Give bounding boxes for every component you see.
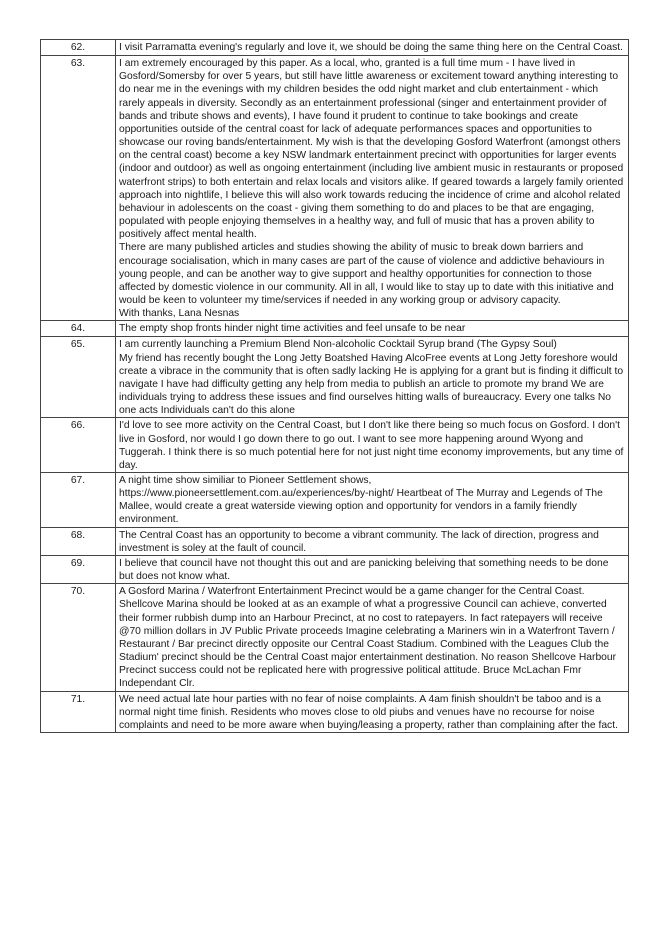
table-row	[41, 527, 629, 555]
submission-paragraph: The empty shop fronts hinder night time activities and feel unsafe to be near	[119, 323, 466, 335]
submissions-table-body	[41, 40, 629, 733]
submission-paragraph: A Gosford Marina / Waterfront Entertainment Precinct would be a game changer for the Central Coast. Shellcove Marina should be looked at as an example of what a progressive Council can achieve, converted their former rubbish dump into an Harbour Precinct, at no cost to ratepayers. In fact ratepayers will receive @70 million dollars in JV Public Private proceeds Imagine celebrating a Mariners win in a Waterfront Tavern / Restaurant / Bar precinct directly opposite our Central Coast Stadium. Combined with the Leagues Club the Stadium' precinct should be the Central Coast major entertainment destination. No reason Shellcove Harbour Precinct success could not be replicated here with progressive political attitude. Bruce McLachan Fmr Independant Clr.	[119, 586, 617, 690]
submission-paragraph: My friend has recently bought the Long Jetty Boatshed Having AlcoFree events at Long Jetty foreshore would create a vibrace in the community that is often sadly lacking He is applying for a grant but is finding it difficult to navigate I have had difficulty getting any help from media to publish an article to promote my brand We are individuals trying to address these issues and find ourselves hitting walls of bureaucracy. Every one talks No one acts Individuals can't do this alone	[119, 352, 624, 417]
submission-signature: With thanks, Lana Nesnas	[119, 308, 240, 320]
row-number: 68.	[41, 527, 116, 555]
submission-paragraph: I am currently launching a Premium Blend Non-alcoholic Cocktail Syrup brand (The Gypsy Soul)	[119, 339, 557, 351]
table-row	[41, 691, 629, 732]
submission-text	[116, 40, 629, 56]
submission-text	[116, 584, 629, 691]
submission-text	[116, 473, 629, 528]
row-number: 66.	[41, 418, 116, 473]
submission-text	[116, 691, 629, 732]
table-row	[41, 337, 629, 418]
submission-text	[116, 418, 629, 473]
row-number: 65.	[41, 337, 116, 418]
table-row	[41, 555, 629, 583]
submissions-table	[40, 39, 629, 733]
row-number: 69.	[41, 555, 116, 583]
table-row	[41, 56, 629, 321]
submission-text	[116, 337, 629, 418]
submission-paragraph: The Central Coast has an opportunity to become a vibrant community. The lack of direction, progress and investment is soley at the fault of council.	[119, 529, 599, 554]
submission-paragraph: We need actual late hour parties with no fear of noise complaints. A 4am finish shouldn't be taboo and is a normal night time finish. Residents who moves close to old piubs and venues have no recourse for noise complaints and need to be more aware when buying/leasing a property, rather than complaining after the fact.	[119, 693, 618, 731]
row-number: 62.	[41, 40, 116, 56]
row-number: 63.	[41, 56, 116, 321]
submission-text	[116, 527, 629, 555]
submission-paragraph: I'd love to see more activity on the Central Coast, but I don't like there being so much focus on Gosford. I don't live in Gosford, nor would I go down there to go out. I want to see more happening around Wyong and Tuggerah. I think there is so much potential here for not just night time economy improvements, but any time of day.	[119, 420, 624, 471]
table-row	[41, 473, 629, 528]
row-number: 67.	[41, 473, 116, 528]
row-number: 64.	[41, 321, 116, 337]
table-row	[41, 40, 629, 56]
submission-paragraph: https://www.pioneersettlement.com.au/experiences/by-night/ Heartbeat of The Murray and Legends of The Mallee, would create a great waterside viewing option and opportunity for vendors in a family friendly environment.	[119, 488, 603, 526]
table-row	[41, 584, 629, 691]
submission-paragraph: I believe that council have not thought this out and are panicking beleiving that something needs to be done but does not know what.	[119, 557, 609, 583]
table-row	[41, 418, 629, 473]
row-number: 71.	[41, 691, 116, 732]
row-number: 70.	[41, 584, 116, 691]
submission-paragraph: There are many published articles and studies showing the ability of music to break down barriers and encourage socialisation, which in many cases are part of the cause of violence and addictive behaviours in young people, and can be another way to give support and healthy opportunities for connection to those affected by domestic violence in our community. All in all, I would like to stay up to date with this initiative and would be keen to volunteer my time/services if needed in any working group or advisory capacity.	[119, 242, 614, 306]
submission-text	[116, 321, 629, 337]
submission-paragraph: A night time show similiar to Pioneer Settlement shows,	[119, 475, 372, 486]
table-row	[41, 321, 629, 337]
submission-text	[116, 555, 629, 583]
submission-paragraph: I visit Parramatta evening's regularly and love it, we should be doing the same thing here on the Central Coast.	[119, 42, 623, 53]
submission-paragraph: I am extremely encouraged by this paper. As a local, who, granted is a full time mum - I have lived in Gosford/Somersby for over 5 years, but still have little awareness or excitement toward anything interesting to do near me in the evenings with my children besides the odd night market and club entertainment - which rarely appeals in diversity. Secondly as an entertainment professional (singer and entertainment provider of bands and tribute shows and events), I have found it prudent to continue to take bookings and create opportunities outside of the central coast for lack of adequate performances spaces and opportunities to showcase our roving bands/entertainment. My wish is that the developing Gosford Waterfront (amongst others on the central coast) become a key NSW landmark entertainment precinct with opportunities for larger events (indoor and outdoor) as well as ongoing entertainment (including live ambient music in restaurants or proposed waterfront strips) to both entertain and relax locals and visitors alike. If geared towards a largely family oriented approach into nightlife, I believe this will also work towards reducing the incidence of crime and alcohol related behaviour in adolescents on the coast - giving them something to do and places to be that are engaging, populated with people enjoying themselves in a healthy way, and full of music that has a proven ability to positively affect mental health.	[119, 58, 624, 241]
submission-text	[116, 56, 629, 321]
